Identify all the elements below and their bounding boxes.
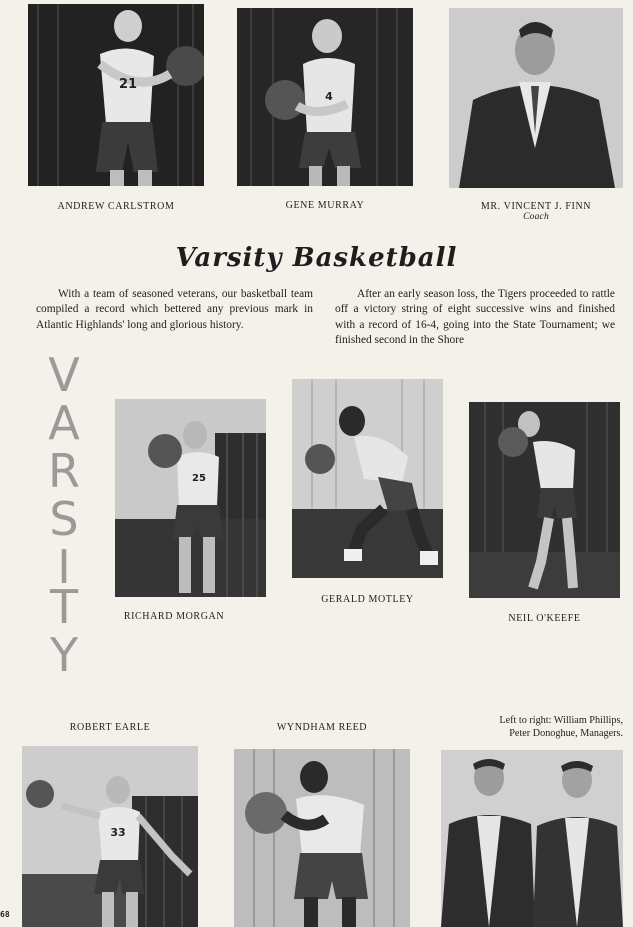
intro-left-text: With a team of seasoned veterans, our basketball team compiled a record which bettered any previous mark in Atlantic Highlands' long and glorious history.	[36, 288, 313, 331]
photo-andrew-carlstrom	[28, 4, 204, 186]
varsity-letter-a: A	[48, 396, 80, 450]
managers-caption-line-2: Peter Donoghue, Managers.	[509, 728, 623, 739]
photo-neil-okeefe	[469, 402, 620, 598]
photo-richard-morgan	[115, 399, 266, 597]
jersey-number: 33	[110, 826, 126, 839]
caption-wyndham-reed: WYNDHAM REED	[276, 722, 368, 733]
photo-gene-murray	[237, 8, 413, 186]
caption-coach-finn	[449, 201, 623, 222]
varsity-letter-t: T	[49, 580, 79, 634]
photo-team-managers	[441, 750, 623, 927]
caption-andrew-carlstrom: ANDREW CARLSTROM	[57, 201, 175, 212]
photo-vincent-finn	[449, 8, 623, 188]
photo-robert-earle	[22, 746, 198, 927]
coach-name: MR. VINCENT J. FINN	[480, 201, 592, 212]
varsity-letter-i: I	[57, 540, 71, 594]
photo-gerald-motley	[292, 379, 443, 578]
jersey-number: 21	[118, 77, 138, 92]
caption-gene-murray: GENE MURRAY	[285, 200, 365, 211]
caption-gerald-motley: GERALD MOTLEY	[321, 594, 414, 605]
jersey-number: 4	[325, 90, 333, 103]
page-title: Varsity Basketball	[175, 243, 458, 273]
page-number: 68	[0, 910, 10, 919]
jersey-number: 25	[192, 473, 206, 484]
intro-right-text: After an early season loss, the Tigers proceeded to rattle off a victory string of eight successive wins and finished with a record of 16-4, going into the State Tournament; we finished second in the Shore	[335, 288, 615, 347]
intro-left-paragraph	[36, 287, 313, 333]
managers-caption-line-1: Left to right: William Phillips,	[499, 715, 623, 726]
varsity-letter-s: S	[49, 492, 79, 546]
caption-neil-okeefe: NEIL O'KEEFE	[508, 613, 581, 624]
caption-richard-morgan: RICHARD MORGAN	[123, 611, 225, 622]
varsity-letter-r: R	[48, 444, 80, 498]
varsity-letter-v: V	[48, 348, 80, 402]
photo-wyndham-reed	[234, 749, 410, 927]
coach-role: Coach	[523, 212, 549, 222]
caption-robert-earle: ROBERT EARLE	[69, 722, 151, 733]
varsity-letter-y: Y	[49, 628, 79, 682]
managers-caption	[441, 714, 623, 740]
intro-right-paragraph	[335, 287, 615, 349]
